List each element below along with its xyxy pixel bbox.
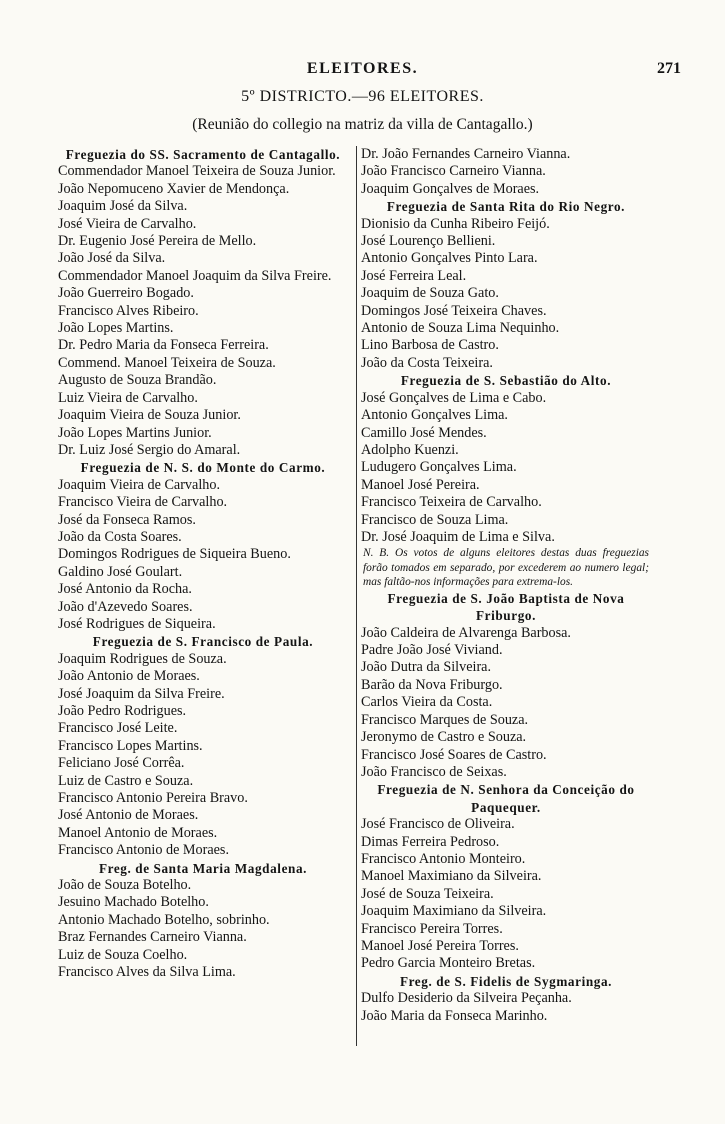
elector-entry: Dulfo Desiderio da Silveira Peçanha. [361,990,572,1007]
elector-entry: Joaquim Vieira de Carvalho. [58,476,220,493]
parish-heading: Freg. de Santa Maria Magdalena. [98,860,308,876]
elector-entry: João Lopes Martins Junior. [58,424,212,441]
elector-entry: Carlos Vieira da Costa. [361,694,493,711]
elector-entry: Lino Barbosa de Castro. [361,337,499,354]
elector-entry: José Lourenço Bellieni. [361,233,496,250]
elector-entry: Luiz de Souza Coelho. [58,946,188,963]
elector-entry: João Nepomuceno Xavier de Mendonça. [58,180,290,197]
page-number: 271 [657,60,681,77]
elector-entry: Francisco Alves Ribeiro. [58,302,199,319]
right-column [356,146,651,1046]
page-title: ELEITORES. [306,60,419,77]
parish-heading: Freg. de S. Fidelis de Sygmaringa. [399,973,613,989]
elector-entry: João de Souza Botelho. [58,877,192,894]
elector-entry: Francisco Antonio de Moraes. [58,842,230,859]
elector-entry: José Antonio de Moraes. [58,807,199,824]
elector-entry: Joaquim de Souza Gato. [361,285,499,302]
meeting-note: (Reunião do collegio na matriz da villa de Cantagallo.) [192,116,533,133]
elector-entry: Francisco Vieira de Carvalho. [58,494,228,511]
elector-entry: João Maria da Fonseca Marinho. [361,1007,548,1024]
elector-entry: Francisco Lopes Martins. [58,737,203,754]
elector-entry: João Francisco de Seixas. [361,763,507,780]
elector-entry: Dr. Eugenio José Pereira de Mello. [58,233,257,250]
elector-entry: Camillo José Mendes. [361,424,487,441]
elector-entry: Domingos José Teixeira Chaves. [361,302,547,319]
elector-entry: Commend. Manoel Teixeira de Souza. [58,354,276,371]
parish-heading: Freguezia de S. João Baptista de Nova Friburgo. [387,590,625,624]
elector-entry: João Francisco Carneiro Vianna. [361,163,546,180]
elector-entry: Ludugero Gonçalves Lima. [361,459,517,476]
elector-entry: Antonio Gonçalves Pinto Lara. [361,250,538,267]
elector-entry: Jesuino Machado Botelho. [58,894,209,911]
elector-entry: Barão da Nova Friburgo. [361,676,503,693]
elector-entry: Domingos Rodrigues de Siqueira Bueno. [58,546,291,563]
elector-entry: Adolpho Kuenzi. [361,441,459,458]
elector-entry: Dr. Luiz José Sergio do Amaral. [58,441,241,458]
elector-entry: João Pedro Rodrigues. [58,703,187,719]
elector-entry: Braz Fernandes Carneiro Vianna. [58,929,247,946]
elector-entry: João José da Silva. [58,250,166,267]
elector-entry: Jeronymo de Castro e Souza. [361,729,527,746]
elector-entry: Dionisio da Cunha Ribeiro Feijó. [361,215,550,232]
elector-entry: José da Fonseca Ramos. [58,511,196,528]
elector-entry: Pedro Garcia Monteiro Bretas. [361,955,536,972]
elector-entry: Manoel José Pereira Torres. [361,937,519,954]
elector-entry: Francisco Pereira Torres. [361,920,503,937]
elector-entry: Manoel José Pereira. [361,476,480,493]
elector-entry: Manoel Maximiano da Silveira. [361,868,542,885]
elector-entry: Francisco Teixeira de Carvalho. [361,494,542,511]
elector-entry: Dr. João Fernandes Carneiro Vianna. [361,146,571,162]
footnote: N. B. Os votos de alguns eleitores destas duas freguezias forão tomados em separado, por excederem ao numero legal; mas faltão-nos informações para extrema-los. [363,547,649,589]
elector-entry: João Caldeira de Alvarenga Barbosa. [361,624,571,641]
elector-entry: Feliciano José Corrêa. [58,755,185,772]
elector-entry: José Gonçalves de Lima e Cabo. [361,389,547,406]
parish-heading: Freguezia de N. S. do Monte do Carmo. [80,460,326,476]
elector-entry: Commendador Manoel Teixeira de Souza Junior. [58,163,336,180]
elector-entry: Joaquim Rodrigues de Souza. [58,650,227,667]
elector-entry: José Antonio da Rocha. [58,581,192,598]
elector-entry: Dimas Ferreira Pedroso. [361,833,500,850]
elector-entry: José Joaquim da Silva Freire. [58,685,225,702]
parish-heading: Freguezia do SS. Sacramento de Cantagallo. [65,147,341,162]
elector-entry: José de Souza Teixeira. [361,885,494,902]
elector-entry: Antonio de Souza Lima Nequinho. [361,320,560,337]
elector-entry: Joaquim José da Silva. [58,198,188,215]
elector-entry: João d'Azevedo Soares. [58,598,193,615]
parish-heading: Freguezia de N. Senhora da Conceição do Paquequer. [377,782,635,815]
elector-entry: João Antonio de Moraes. [58,668,200,685]
elector-entry: Francisco Antonio Monteiro. [361,850,526,867]
elector-entry: Manoel Antonio de Moraes. [58,824,218,841]
left-column [58,146,348,982]
elector-entry: Francisco José Leite. [58,720,178,737]
elector-entry: Augusto de Souza Brandão. [58,372,217,389]
elector-entry: Francisco de Souza Lima. [361,511,509,528]
elector-entry: José Vieira de Carvalho. [58,215,197,232]
elector-entry: Francisco Antonio Pereira Bravo. [58,790,248,807]
elector-entry: Dr. Pedro Maria da Fonseca Ferreira. [58,337,269,354]
elector-entry: João Guerreiro Bogado. [58,285,194,302]
elector-entry: Joaquim Maximiano da Silveira. [361,903,547,920]
elector-entry: Luiz Vieira de Carvalho. [58,389,198,406]
elector-entry: Commendador Manoel Joaquim da Silva Freire. [58,267,332,284]
elector-entry: Joaquim Gonçalves de Moraes. [361,180,540,197]
parish-heading: Freguezia de S. Francisco de Paula. [92,634,314,650]
elector-entry: Galdino José Goulart. [58,563,183,580]
elector-entry: João da Costa Soares. [58,528,182,545]
elector-entry: Antonio Machado Botelho, sobrinho. [58,911,270,928]
elector-entry: Francisco José Soares de Castro. [361,746,547,763]
elector-entry: Antonio Gonçalves Lima. [361,407,508,424]
elector-entry: José Ferreira Leal. [361,267,467,284]
district-subtitle: 5º DISTRICTO.—96 ELEITORES. [241,88,484,105]
elector-entry: José Rodrigues de Siqueira. [58,615,216,632]
elector-entry: Luiz de Castro e Souza. [58,772,194,789]
elector-entry: José Francisco de Oliveira. [361,816,515,833]
parish-heading: Freguezia de S. Sebastião do Alto. [400,373,612,389]
elector-entry: Francisco Marques de Souza. [361,711,529,728]
parish-heading: Freguezia de Santa Rita do Rio Negro. [386,199,626,215]
elector-entry: João Lopes Martins. [58,320,174,337]
elector-entry: João Dutra da Silveira. [361,659,492,676]
elector-entry: Francisco Alves da Silva Lima. [58,964,236,981]
elector-entry: João da Costa Teixeira. [361,354,493,371]
elector-entry: Joaquim Vieira de Souza Junior. [58,407,241,424]
elector-entry: Padre João José Viviand. [361,642,503,659]
elector-entry: Dr. José Joaquim de Lima e Silva. [361,528,555,545]
